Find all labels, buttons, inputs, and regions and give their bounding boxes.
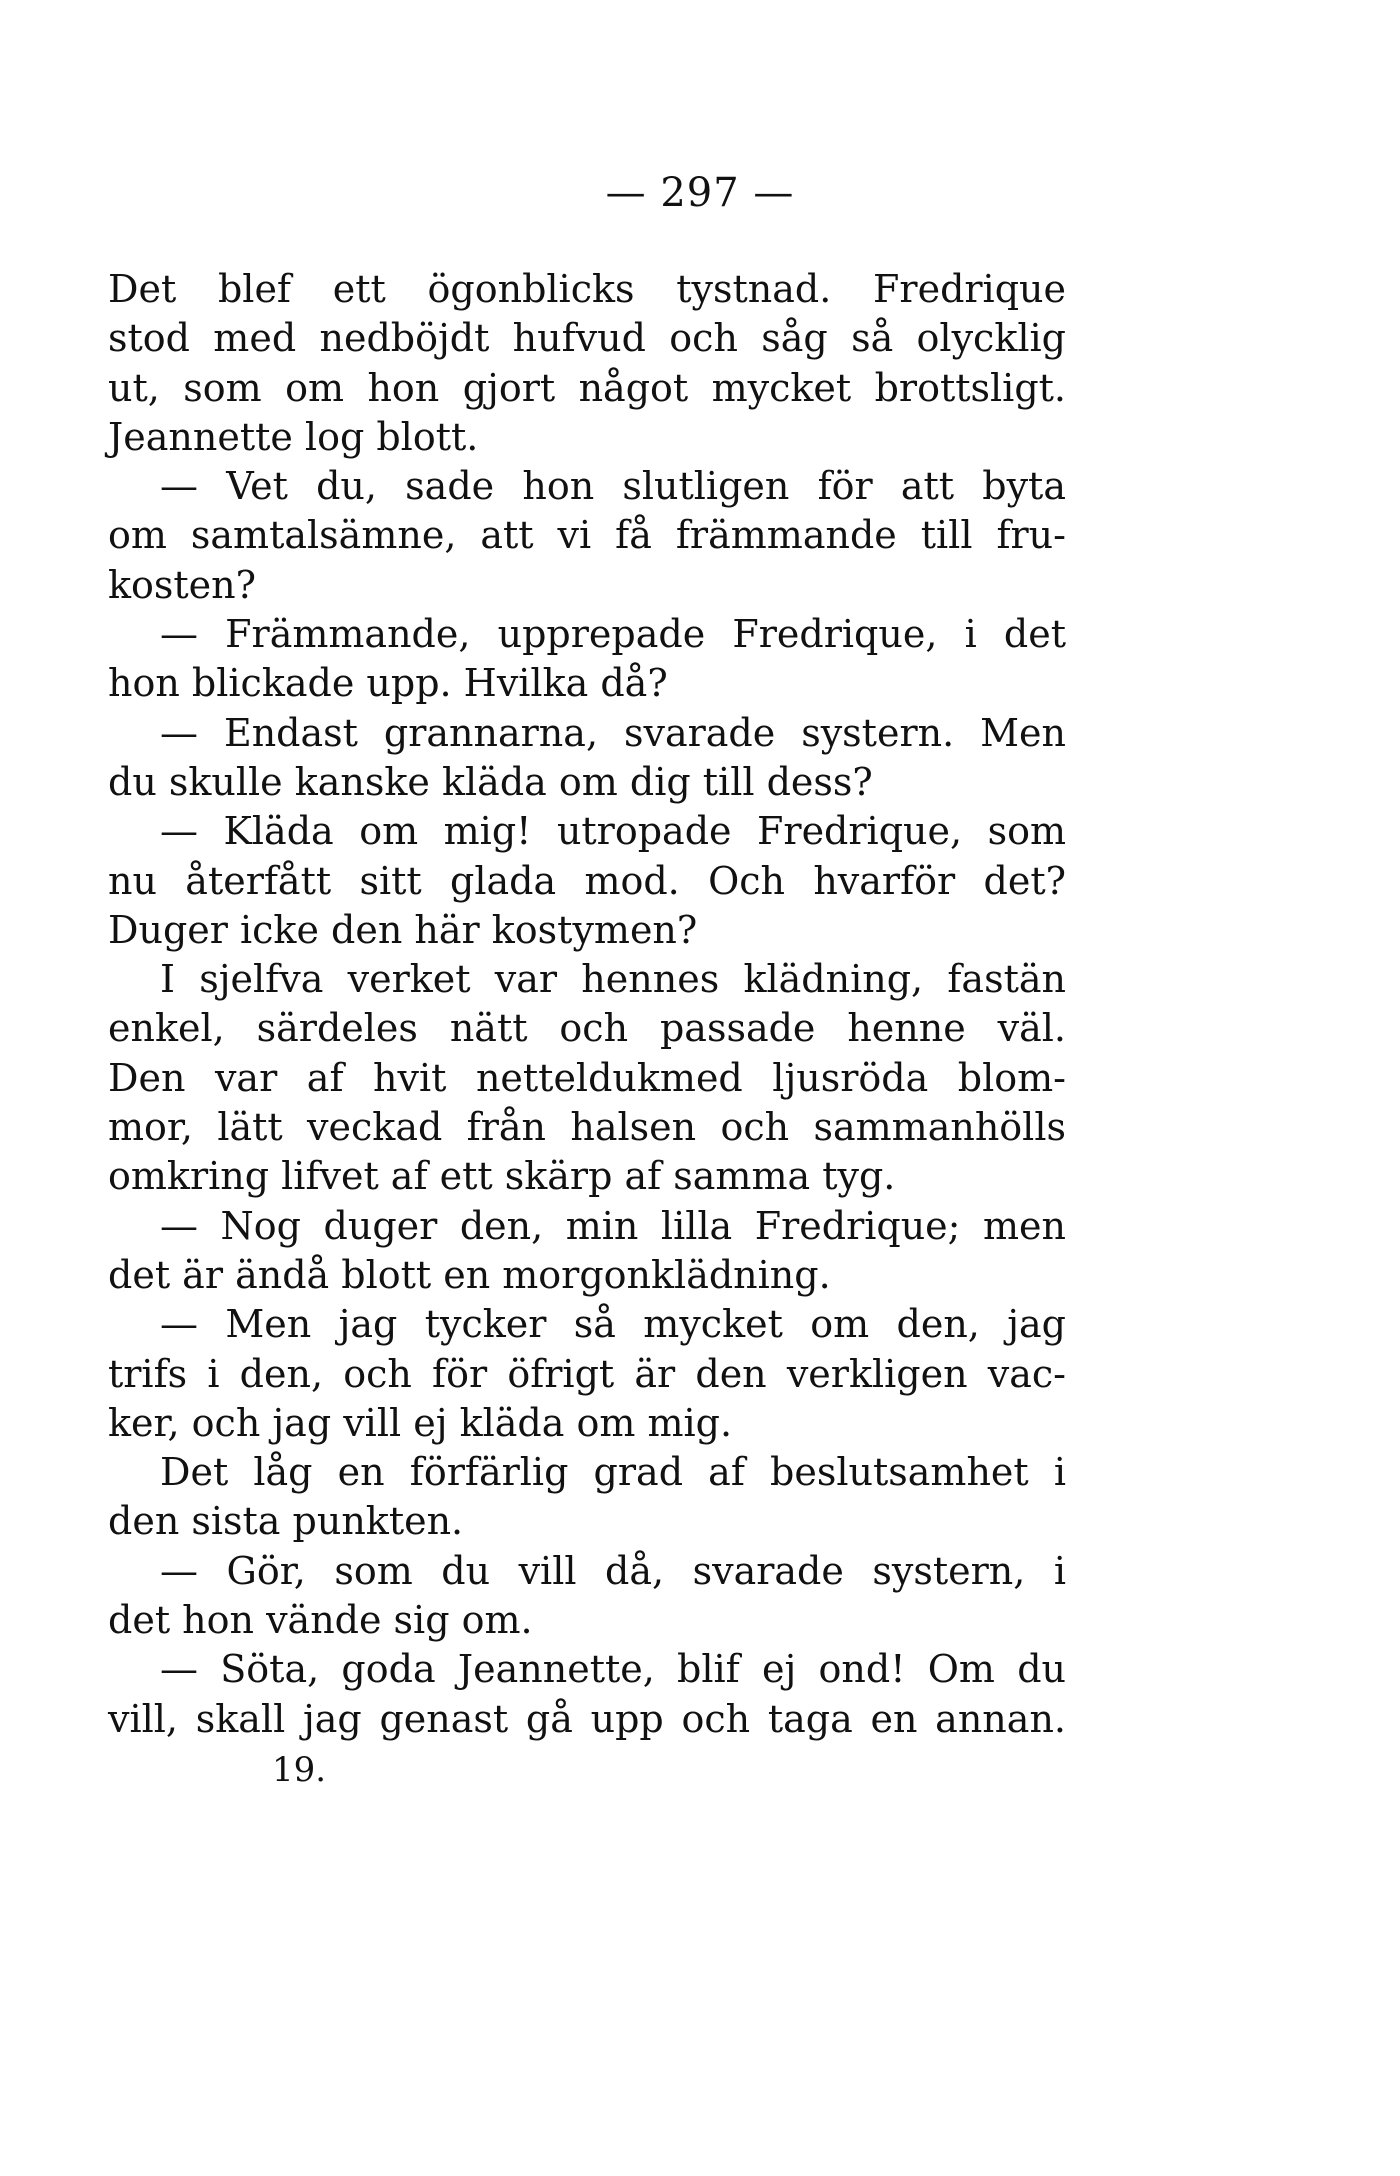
text-line: — Endast grannarna, svarade systern. Men (160, 710, 1066, 755)
text-line: — Kläda om mig! utropade Fredrique, som (160, 809, 1066, 854)
text-line: Duger icke den här kostymen? (108, 907, 698, 952)
text-line: — Främmande, upprepade Fredrique, i det (160, 612, 1066, 657)
text-line: hon blickade upp. Hvilka då? (108, 661, 668, 706)
text-line: mor, lätt veckad från halsen och sammanhölls (108, 1105, 1066, 1150)
text-line: trifs i den, och för öfrigt är den verkligen vac- (108, 1351, 1066, 1396)
text-line: du skulle kanske kläda om dig till dess? (108, 759, 873, 804)
text-line: — Gör, som du vill då, svarade systern, i (160, 1548, 1066, 1593)
text-line: stod med nedböjdt hufvud och såg så olycklig (108, 316, 1066, 361)
text-line: det hon vände sig om. (108, 1598, 533, 1643)
text-line: omkring lifvet af ett skärp af samma tyg. (108, 1154, 896, 1199)
text-line: — Söta, goda Jeannette, blif ej ond! Om du (160, 1647, 1066, 1692)
text-line: ker, och jag vill ej kläda om mig. (108, 1400, 733, 1445)
text-line: — Nog duger den, min lilla Fredrique; men (160, 1203, 1066, 1248)
page-number: — 297 — (605, 170, 795, 216)
text-line: det är ändå blott en morgonklädning. (108, 1252, 831, 1297)
body-text (108, 265, 1066, 1744)
text-line: enkel, särdeles nätt och passade henne väl. (108, 1006, 1066, 1051)
text-line: Det låg en förfärlig grad af beslutsamhet i (160, 1450, 1066, 1495)
signature-mark: 19. (272, 1750, 327, 1790)
text-line: nu återfått sitt glada mod. Och hvarför det? (108, 858, 1066, 903)
text-line: — Vet du, sade hon slutligen för att byta (160, 464, 1066, 509)
text-line: om samtalsämne, att vi få främmande till fru- (108, 513, 1066, 558)
text-line: vill, skall jag genast gå upp och taga en annan. (108, 1696, 1066, 1741)
text-line: I sjelfva verket var hennes klädning, fastän (160, 957, 1066, 1002)
text-line: ut, som om hon gjort något mycket brottsligt. (108, 365, 1066, 410)
text-line: kosten? (108, 562, 257, 607)
text-line: Den var af hvit netteldukmed ljusröda blom- (108, 1055, 1066, 1100)
text-line: den sista punkten. (108, 1499, 464, 1544)
text-line: Det blef ett ögonblicks tystnad. Fredrique (108, 267, 1066, 311)
text-line: Jeannette log blott. (108, 414, 479, 459)
text-line: — Men jag tycker så mycket om den, jag (160, 1302, 1066, 1347)
